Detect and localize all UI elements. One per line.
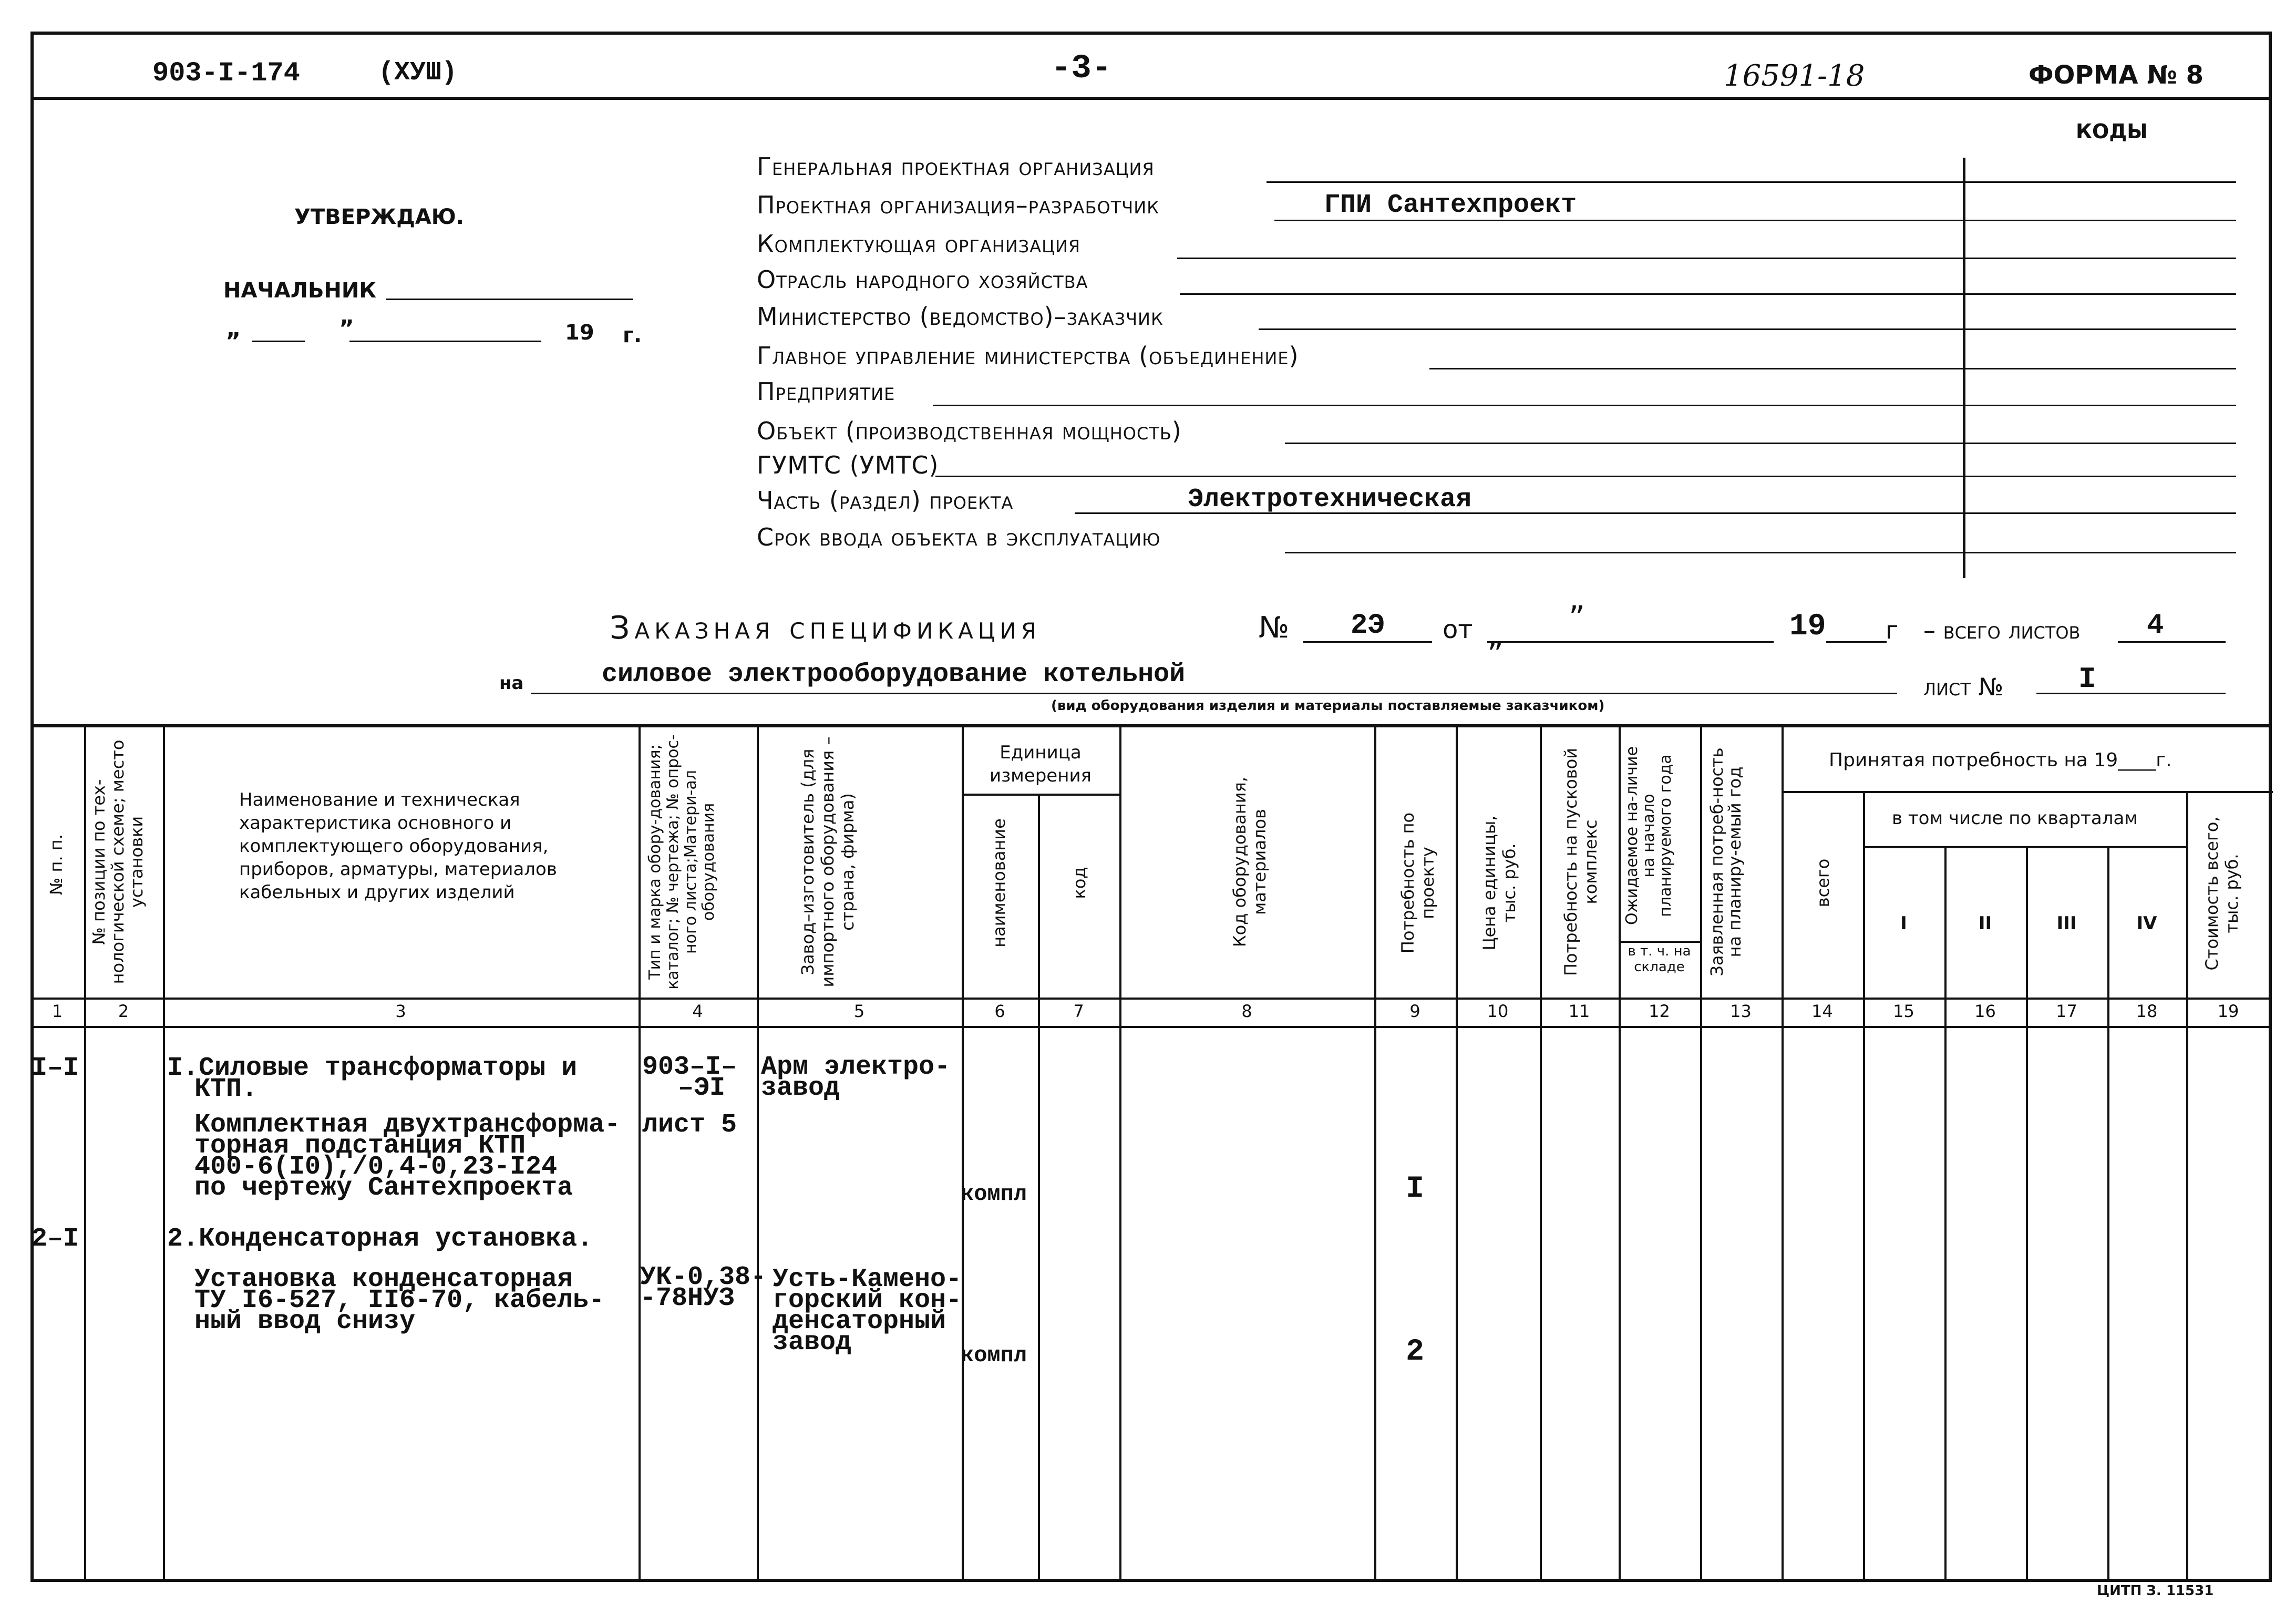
row2-maker-3: денсаторный xyxy=(773,1307,946,1337)
header-c2: № позиции по тех-нологической схеме; место установки xyxy=(89,739,147,984)
spec-no-value: 2Э xyxy=(1351,610,1385,642)
org-line-section xyxy=(1075,512,2236,514)
col-line-2 xyxy=(163,725,165,1581)
date-month-line xyxy=(349,341,541,342)
top-strip-divider xyxy=(30,97,2272,100)
row1-name-1: I.Силовые трансформаторы и xyxy=(167,1053,578,1083)
org-value-developer: ГПИ Сантехпроект xyxy=(1324,190,1577,220)
col-line-6 xyxy=(1038,794,1040,1581)
row2-sub-3: ный ввод снизу xyxy=(194,1307,416,1337)
date-close-quote: ” xyxy=(339,315,354,342)
spec-total-line xyxy=(2118,641,2226,643)
col-line-16 xyxy=(2026,846,2028,1581)
header-accepted: Принятая потребность на 19____г. xyxy=(1829,749,2172,771)
row1-type-3: лист 5 xyxy=(642,1110,737,1140)
row2-maker-1: Усть-Камено- xyxy=(773,1265,962,1294)
row1-qty: I xyxy=(1406,1172,1424,1206)
org-label-section: Часть (раздел) проекта xyxy=(757,486,1014,515)
row1-unit: компл xyxy=(961,1181,1027,1207)
spec-hint: (вид оборудования изделия и материалы поставляемые заказчиком) xyxy=(1051,698,1605,714)
chief-signature-line xyxy=(386,299,633,300)
stock-subheader-line xyxy=(1619,941,1700,943)
col-line-10 xyxy=(1540,725,1542,1581)
row2-sub-1: Установка конденсаторная xyxy=(194,1265,573,1294)
col-line-5 xyxy=(962,725,964,1581)
spec-total-value: 4 xyxy=(2147,610,2164,642)
codes-label: КОДЫ xyxy=(2076,120,2148,143)
org-line-ministry xyxy=(1259,328,2236,330)
spec-quote-1: ” xyxy=(1569,599,1585,636)
header-c13: Заявленная потреб-ность на планиру-емый год xyxy=(1707,747,1745,976)
footer-stamp: ЦИТП З. 11531 xyxy=(2097,1583,2214,1599)
chief-label: НАЧАЛЬНИК xyxy=(223,279,377,303)
row1-sub-3: 400-6(I0),/0,4-0,23-I24 xyxy=(194,1152,558,1182)
col-line-11 xyxy=(1619,725,1621,1581)
row1-sub-2: торная подстанция КТП xyxy=(194,1131,526,1161)
org-value-section: Электротехническая xyxy=(1188,485,1472,515)
col-number-2: 2 xyxy=(118,1001,129,1021)
handwritten-number: 16591-18 xyxy=(1724,59,1865,93)
org-line-enterprise xyxy=(933,405,2236,406)
header-q1: I xyxy=(1900,913,1907,934)
org-label-complete: Комплектующая организация xyxy=(757,230,1081,258)
header-c11: Потребность на пусковой комплекс xyxy=(1561,747,1601,976)
header-c3: Наименование и техническая характеристика основного и комплектующего оборудования, приборов, арматуры, материалов кабельных и других изделий xyxy=(239,789,557,903)
header-c12: Ожидаемое на-личие на начало планируемого года xyxy=(1623,746,1675,925)
date-day-line xyxy=(252,341,305,342)
date-year: 19 xyxy=(565,321,594,345)
spec-on-label: на xyxy=(499,673,524,694)
row2-unit: компл xyxy=(961,1343,1027,1368)
col-line-4 xyxy=(757,725,759,1581)
org-line-object xyxy=(1285,443,2236,444)
col-line-1 xyxy=(84,725,86,1581)
spec-year-suffix: г xyxy=(1886,616,1899,644)
org-line-deadline xyxy=(1285,552,2236,553)
form-number: ФОРМА № 8 xyxy=(2029,60,2204,90)
spec-total-label: – всего листов xyxy=(1923,616,2081,644)
org-line-general xyxy=(1267,181,2236,183)
spec-year-line xyxy=(1826,641,1887,643)
col-number-19: 19 xyxy=(2217,1001,2239,1021)
org-label-deadline: Срок ввода объекта в эксплуатацию xyxy=(757,523,1161,551)
col-number-17: 17 xyxy=(2056,1001,2077,1021)
doc-code: 903-I-174 xyxy=(152,58,300,89)
row2-maker-2: горский кон- xyxy=(773,1286,962,1315)
org-label-general: Генеральная проектная организация xyxy=(757,152,1155,181)
spec-on-line xyxy=(531,693,1897,694)
col-line-8 xyxy=(1374,725,1376,1581)
header-c10: Цена единицы, тыс. руб. xyxy=(1479,815,1519,951)
spec-date-line xyxy=(1487,641,1774,643)
org-line-developer xyxy=(1274,220,2236,221)
approve-title: УТВЕРЖДАЮ. xyxy=(294,205,464,229)
table-numbers-bottom xyxy=(30,1026,2272,1028)
col-number-1: 1 xyxy=(52,1001,63,1021)
quarters-subheader-line xyxy=(1863,846,2186,848)
col-number-5: 5 xyxy=(853,1001,865,1021)
col-number-10: 10 xyxy=(1487,1001,1509,1021)
spec-title: Заказная спецификация xyxy=(610,610,1042,646)
row2-type-2: -78НУЗ xyxy=(640,1283,735,1313)
org-label-ministry: Министерство (ведомство)–заказчик xyxy=(757,302,1164,331)
col-line-7 xyxy=(1119,725,1121,1581)
col-number-12: 12 xyxy=(1649,1001,1670,1021)
col-line-13 xyxy=(1782,725,1784,1581)
header-c19: Стоимость всего, тыс. руб. xyxy=(2202,816,2242,971)
header-c5: Завод–изготовитель (для импортного оборудования –страна, фирма) xyxy=(798,736,858,988)
header-q3: III xyxy=(2056,913,2077,934)
col-number-8: 8 xyxy=(1241,1001,1252,1021)
header-q2: II xyxy=(1978,913,1992,934)
doc-part: (ХУШ) xyxy=(378,58,458,88)
unit-subheader-line xyxy=(962,794,1119,796)
org-label-gumts: ГУМТС (УМТС) xyxy=(757,451,939,479)
row1-maker-1: Арм электро- xyxy=(761,1052,951,1082)
spec-on-value: силовое электрооборудование котельной xyxy=(602,660,1186,690)
header-quarters: в том числе по кварталам xyxy=(1892,808,2138,829)
col-line-14 xyxy=(1863,791,1865,1581)
col-number-15: 15 xyxy=(1893,1001,1914,1021)
row1-name-2: КТП. xyxy=(194,1074,258,1104)
header-c6: наименование xyxy=(989,818,1009,948)
date-year-suffix: г. xyxy=(623,323,642,347)
spec-from-label: от xyxy=(1443,615,1473,644)
spec-sheet-label: лист № xyxy=(1923,673,2004,701)
org-label-enterprise: Предприятие xyxy=(757,377,895,406)
row1-type-1: 903–I– xyxy=(642,1052,737,1082)
header-q4: IV xyxy=(2136,913,2157,934)
row1-sub-1: Комплектная двухтрансформа- xyxy=(194,1110,621,1140)
col-number-11: 11 xyxy=(1568,1001,1590,1021)
col-number-3: 3 xyxy=(395,1001,406,1021)
header-c8: Код оборудования, материалов xyxy=(1230,776,1270,948)
page-number: -3- xyxy=(1051,50,1112,88)
col-number-18: 18 xyxy=(2136,1001,2158,1021)
spec-sheet-line xyxy=(2036,693,2226,694)
org-line-gumts xyxy=(935,476,2236,477)
row2-sub-2: ТУ I6-527, II6-70, кабель- xyxy=(194,1286,605,1315)
row2-no: 2–I xyxy=(32,1224,79,1254)
accepted-subheader-line xyxy=(1782,791,2273,793)
spec-quote-2: ” xyxy=(1487,636,1504,673)
org-label-industry: Отрасль народного хозяйства xyxy=(757,265,1088,294)
header-c1: № п. п. xyxy=(46,834,66,895)
col-line-18 xyxy=(2186,791,2188,1581)
col-line-12 xyxy=(1700,725,1702,1581)
col-number-13: 13 xyxy=(1730,1001,1752,1021)
org-label-directorate: Главное управление министерства (объединение) xyxy=(757,342,1299,370)
spec-sheet-value: I xyxy=(2078,662,2096,696)
date-open-quote: „ xyxy=(226,315,241,342)
spec-no-label: № xyxy=(1259,611,1290,645)
header-c9: Потребность по проекту xyxy=(1398,812,1438,954)
row2-qty: 2 xyxy=(1406,1335,1424,1369)
col-number-9: 9 xyxy=(1409,1001,1420,1021)
row1-sub-4: по чертежу Сантехпроекта xyxy=(194,1173,573,1203)
org-line-industry xyxy=(1180,293,2236,295)
col-line-9 xyxy=(1456,725,1458,1581)
row2-maker-4: завод xyxy=(773,1328,852,1358)
spec-no-line xyxy=(1303,641,1432,643)
col-number-6: 6 xyxy=(994,1001,1005,1021)
row1-maker-2: завод xyxy=(761,1073,840,1103)
table-top-border xyxy=(30,724,2272,727)
col-line-3 xyxy=(639,725,641,1581)
row1-no: I–I xyxy=(32,1053,79,1083)
row1-type-2: –ЭI xyxy=(678,1073,726,1103)
col-number-4: 4 xyxy=(692,1001,703,1021)
org-label-object: Объект (производственная мощность) xyxy=(757,417,1182,445)
org-line-complete xyxy=(1177,258,2236,259)
col-line-15 xyxy=(1944,846,1947,1581)
spec-year: 19 xyxy=(1789,610,1826,644)
header-unit: Единица измерения xyxy=(989,742,1092,786)
header-c14: всего xyxy=(1813,858,1833,908)
col-number-7: 7 xyxy=(1073,1001,1084,1021)
header-c12b: в т. ч. на складе xyxy=(1628,943,1691,975)
org-line-directorate xyxy=(1429,368,2236,369)
header-c7: код xyxy=(1069,867,1089,899)
row2-type-1: УК-0,38- xyxy=(640,1262,767,1292)
row2-name-1: 2.Конденсаторная установка. xyxy=(167,1224,593,1254)
org-label-developer: Проектная организация–разработчик xyxy=(757,191,1159,219)
table-numbers-top xyxy=(30,998,2272,1000)
col-line-17 xyxy=(2107,846,2109,1581)
col-number-16: 16 xyxy=(1974,1001,1996,1021)
col-number-14: 14 xyxy=(1811,1001,1833,1021)
header-c4: Тип и марка обору-дования; каталог; № чертежа; № опрос-ного листа;Матери-ал оборудования xyxy=(646,734,718,990)
